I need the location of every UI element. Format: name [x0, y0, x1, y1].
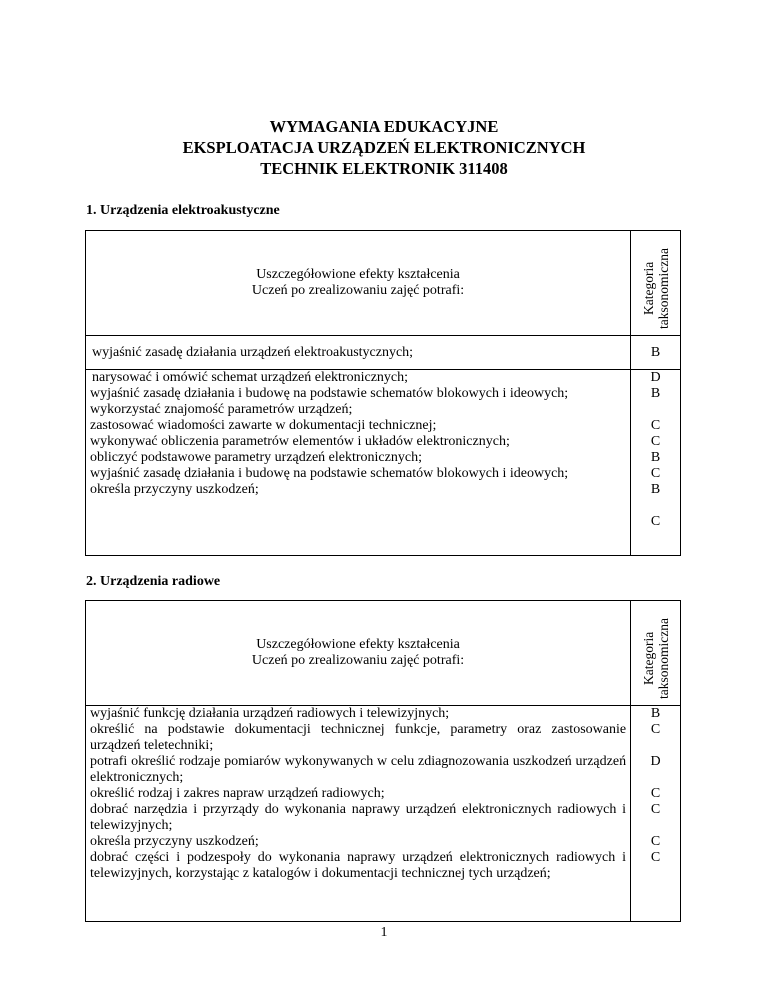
- outcome-item: określić rodzaj i zakres napraw urządzeń radiowych;: [90, 786, 385, 801]
- outcome-item: wykorzystać znajomość parametrów urządzeń;: [90, 402, 353, 417]
- outcome-cell: [86, 336, 631, 370]
- category-value: C: [650, 418, 661, 433]
- header-outcomes-line-2: Uczeń po zrealizowaniu zajęć potrafi:: [251, 283, 465, 298]
- header-category-word-2: taksonomiczna: [655, 618, 671, 699]
- header-outcomes-cell: [86, 601, 631, 706]
- outcome-item: określić na podstawie dokumentacji technicznej funkcje, parametry oraz zastosowanie urządzeń teletechniki;: [90, 722, 627, 753]
- table-header-row: [86, 231, 681, 336]
- section-2-heading: 2. Urządzenia radiowe: [86, 574, 221, 589]
- header-category-word-2: taksonomiczna: [655, 248, 671, 329]
- category-value: C: [650, 466, 661, 481]
- table-row: [86, 370, 681, 556]
- outcome-item: zastosować wiadomości zawarte w dokumentacji technicznej;: [90, 418, 437, 433]
- document-title: [0, 116, 768, 179]
- header-outcomes-line-2: Uczeń po zrealizowaniu zajęć potrafi:: [251, 653, 465, 668]
- table-header-row: [86, 601, 681, 706]
- category-value: C: [650, 834, 661, 849]
- category-value: C: [650, 514, 661, 529]
- title-line-1: WYMAGANIA EDUKACYJNE: [269, 117, 499, 136]
- outcome-item: narysować i omówić schemat urządzeń elektronicznych;: [92, 370, 409, 385]
- category-value: C: [650, 434, 661, 449]
- table-row: [86, 706, 681, 922]
- header-category-label: [641, 248, 671, 329]
- category-cell: [631, 336, 681, 370]
- outcome-text: wyjaśnić zasadę działania urządzeń elektroakustycznych;: [92, 344, 414, 360]
- header-category-word-1: Kategoria: [640, 631, 656, 686]
- outcome-item: wyjaśnić funkcję działania urządzeń radiowych i telewizyjnych;: [90, 706, 450, 721]
- header-outcomes-cell: [86, 231, 631, 336]
- header-category-label: [641, 618, 671, 699]
- category-value: D: [650, 754, 661, 769]
- header-category-cell: [631, 231, 681, 336]
- category-value: D: [650, 370, 661, 385]
- header-outcomes-line-1: Uszczegółowione efekty kształcenia: [256, 637, 460, 652]
- header-outcomes-line-1: Uszczegółowione efekty kształcenia: [256, 267, 460, 282]
- category-value: B: [650, 706, 661, 721]
- section-2-table: [85, 600, 681, 922]
- outcome-cell: [86, 370, 631, 556]
- category-cell: [631, 370, 681, 556]
- page-number: 1: [380, 925, 388, 940]
- outcome-item: wyjaśnić zasadę działania i budowę na podstawie schematów blokowych i ideowych;: [90, 466, 569, 481]
- outcome-item: wyjaśnić zasadę działania i budowę na podstawie schematów blokowych i ideowych;: [90, 386, 569, 401]
- category-value: C: [650, 802, 661, 817]
- category-value: C: [650, 850, 661, 865]
- category-value: C: [650, 722, 661, 737]
- header-category-word-1: Kategoria: [640, 261, 656, 316]
- header-category-cell: [631, 601, 681, 706]
- outcome-item: określa przyczyny uszkodzeń;: [90, 834, 259, 849]
- category-value: B: [650, 386, 661, 401]
- category-cell: [631, 706, 681, 922]
- outcome-item: dobrać narzędzia i przyrządy do wykonania naprawy urządzeń elektronicznych radiowych i telewizyjnych;: [90, 802, 627, 833]
- outcome-item: potrafi określić rodzaje pomiarów wykonywanych w celu zdiagnozowania uszkodzeń urządzeń elektronicznych;: [90, 754, 627, 785]
- outcome-item: dobrać części i podzespoły do wykonania naprawy urządzeń elektronicznych radiowych i telewizyjnych, korzystając z katalogów i dokumentacji technicznej tych urządzeń;: [90, 850, 627, 881]
- category-value: B: [650, 482, 661, 497]
- outcome-item: obliczyć podstawowe parametry urządzeń elektronicznych;: [90, 450, 422, 465]
- outcome-item: określa przyczyny uszkodzeń;: [90, 482, 259, 497]
- category-value: B: [650, 450, 661, 465]
- outcome-item: wykonywać obliczenia parametrów elementów i układów elektronicznych;: [90, 434, 510, 449]
- title-line-2: EKSPLOATACJA URZĄDZEŃ ELEKTRONICZNYCH: [182, 138, 586, 157]
- section-1-table: [85, 230, 681, 556]
- table-row: [86, 336, 681, 370]
- category-value: C: [650, 786, 661, 801]
- section-1-heading: 1. Urządzenia elektroakustyczne: [86, 203, 280, 218]
- outcome-cell: [86, 706, 631, 922]
- title-line-3: TECHNIK ELEKTRONIK 311408: [260, 159, 508, 178]
- category-value: B: [650, 344, 661, 360]
